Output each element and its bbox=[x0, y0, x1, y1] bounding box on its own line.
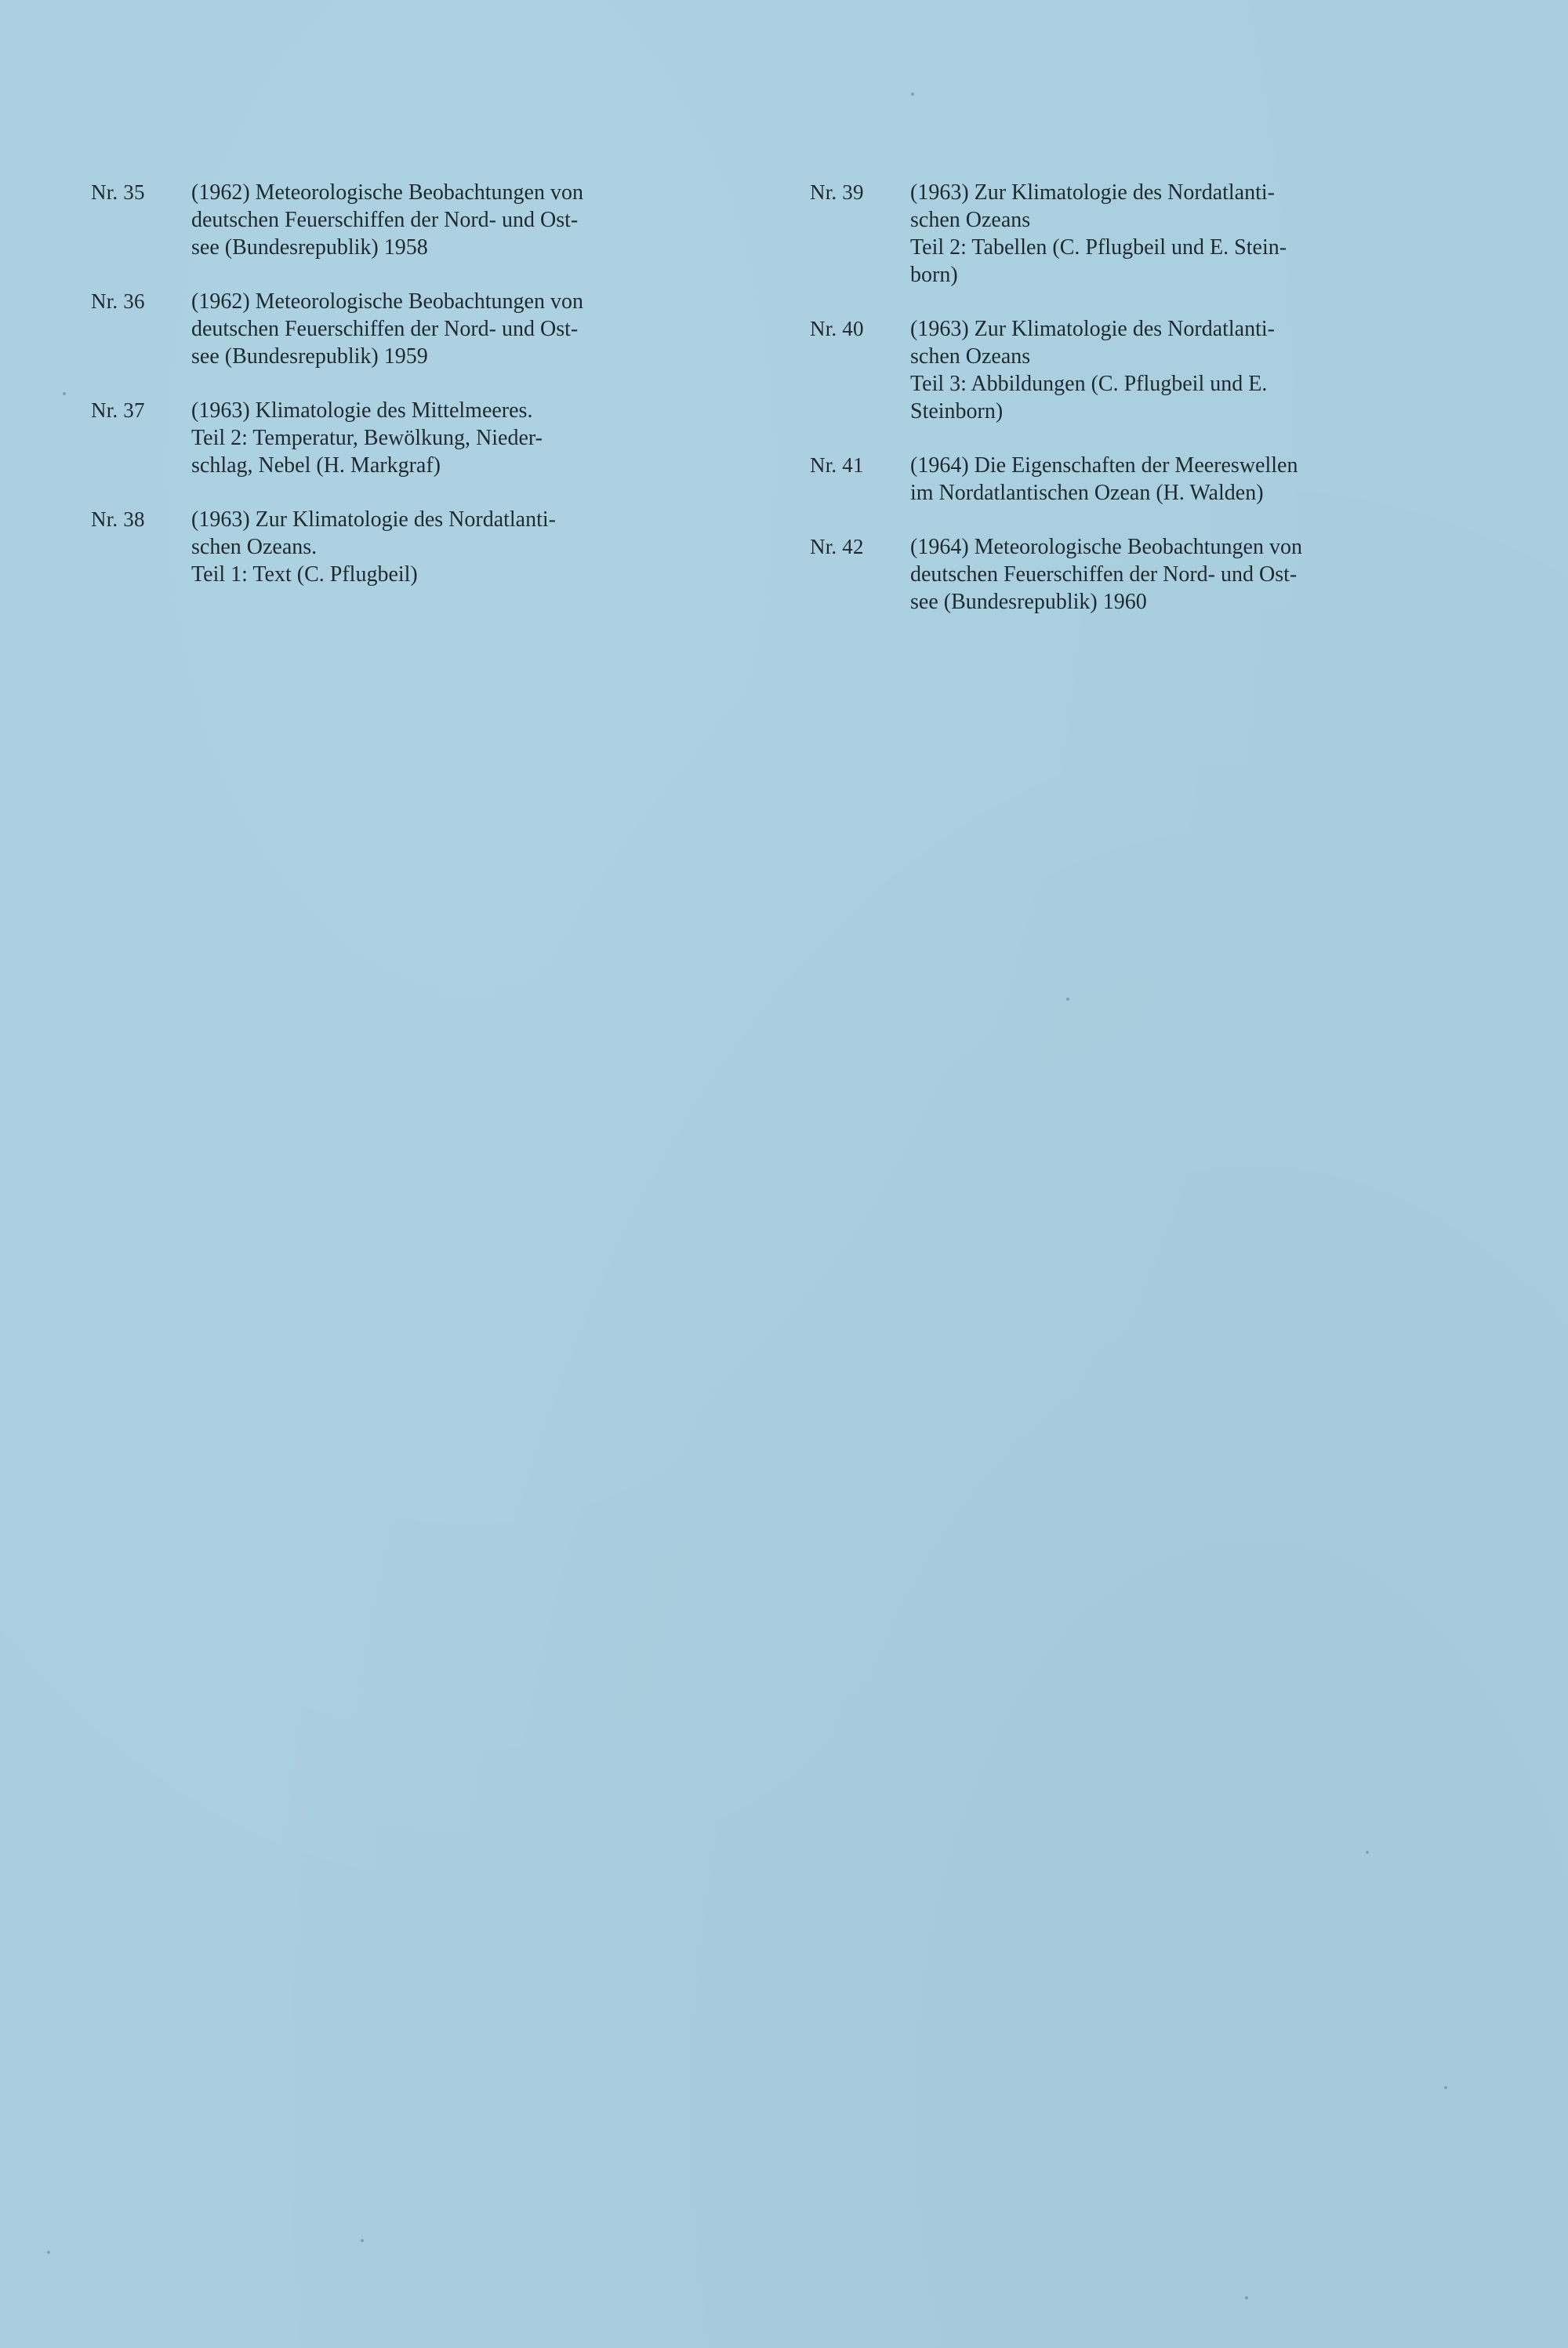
entry-line: (1963) Klimatologie des Mittelmeeres. bbox=[191, 398, 533, 423]
entry-line: Steinborn) bbox=[910, 399, 1004, 423]
publication-entry bbox=[91, 397, 687, 479]
entry-number: Nr. 42 bbox=[810, 535, 864, 558]
entry-line: (1963) Zur Klimatologie des Nordatlanti- bbox=[191, 507, 556, 532]
entry-line: (1963) Zur Klimatologie des Nordatlanti- bbox=[910, 317, 1275, 341]
entry-line: Teil 2: Temperatur, Bewölkung, Nieder- bbox=[191, 426, 543, 450]
entry-text bbox=[191, 397, 687, 479]
entry-line: schen Ozeans. bbox=[191, 535, 318, 559]
entry-text bbox=[191, 506, 687, 588]
entry-line: (1963) Zur Klimatologie des Nordatlanti- bbox=[910, 180, 1275, 205]
paper-speck bbox=[1066, 998, 1069, 1001]
entry-number: Nr. 36 bbox=[91, 289, 145, 313]
entry-line: (1962) Meteorologische Beobachtungen von bbox=[191, 180, 583, 205]
paper-speck bbox=[1444, 2086, 1447, 2089]
paper-speck bbox=[1245, 2296, 1248, 2299]
entry-line: (1962) Meteorologische Beobachtungen von bbox=[191, 289, 583, 314]
left-column bbox=[91, 179, 687, 615]
paper-speck bbox=[911, 93, 914, 96]
entry-line: (1964) Meteorologische Beobachtungen von bbox=[910, 535, 1302, 559]
publication-entry bbox=[91, 288, 687, 370]
entry-number: Nr. 35 bbox=[91, 180, 145, 204]
entry-text bbox=[910, 179, 1406, 289]
right-column bbox=[810, 179, 1406, 642]
publication-entry bbox=[810, 452, 1406, 507]
entry-text bbox=[191, 179, 687, 261]
entry-text bbox=[910, 533, 1406, 616]
entry-line: born) bbox=[910, 263, 958, 287]
entry-line: see (Bundesrepublik) 1959 bbox=[191, 344, 428, 369]
entry-line: deutschen Feuerschiffen der Nord- und Ost- bbox=[910, 562, 1298, 587]
entry-line: schen Ozeans bbox=[910, 344, 1031, 369]
publication-entry bbox=[810, 533, 1406, 616]
entry-line: im Nordatlantischen Ozean (H. Walden) bbox=[910, 481, 1264, 505]
entry-line: schen Ozeans bbox=[910, 208, 1031, 232]
entry-number: Nr. 38 bbox=[91, 507, 145, 531]
paper-speck bbox=[47, 2251, 50, 2254]
publication-entry bbox=[810, 179, 1406, 289]
entry-line: schlag, Nebel (H. Markgraf) bbox=[191, 453, 441, 478]
publication-entry bbox=[91, 179, 687, 261]
entry-text bbox=[910, 452, 1406, 507]
entry-line: deutschen Feuerschiffen der Nord- und Ost- bbox=[191, 317, 579, 341]
publication-entry bbox=[810, 315, 1406, 425]
entry-number: Nr. 40 bbox=[810, 317, 864, 340]
entry-number: Nr. 37 bbox=[91, 398, 145, 422]
entry-text bbox=[191, 288, 687, 370]
paper-speck bbox=[63, 392, 66, 395]
entry-line: (1964) Die Eigenschaften der Meereswellen bbox=[910, 453, 1298, 478]
entry-line: see (Bundesrepublik) 1960 bbox=[910, 590, 1147, 614]
paper-speck bbox=[1366, 1851, 1369, 1854]
entry-line: Teil 2: Tabellen (C. Pflugbeil und E. Stein- bbox=[910, 235, 1287, 260]
entry-line: Teil 3: Abbildungen (C. Pflugbeil und E. bbox=[910, 372, 1268, 396]
entry-line: see (Bundesrepublik) 1958 bbox=[191, 235, 428, 260]
entry-line: Teil 1: Text (C. Pflugbeil) bbox=[191, 562, 418, 587]
entry-number: Nr. 41 bbox=[810, 453, 864, 477]
entry-line: deutschen Feuerschiffen der Nord- und Ost- bbox=[191, 208, 579, 232]
entry-text bbox=[910, 315, 1406, 425]
paper-speck bbox=[361, 2239, 364, 2242]
entry-number: Nr. 39 bbox=[810, 180, 864, 204]
publication-entry bbox=[91, 506, 687, 588]
